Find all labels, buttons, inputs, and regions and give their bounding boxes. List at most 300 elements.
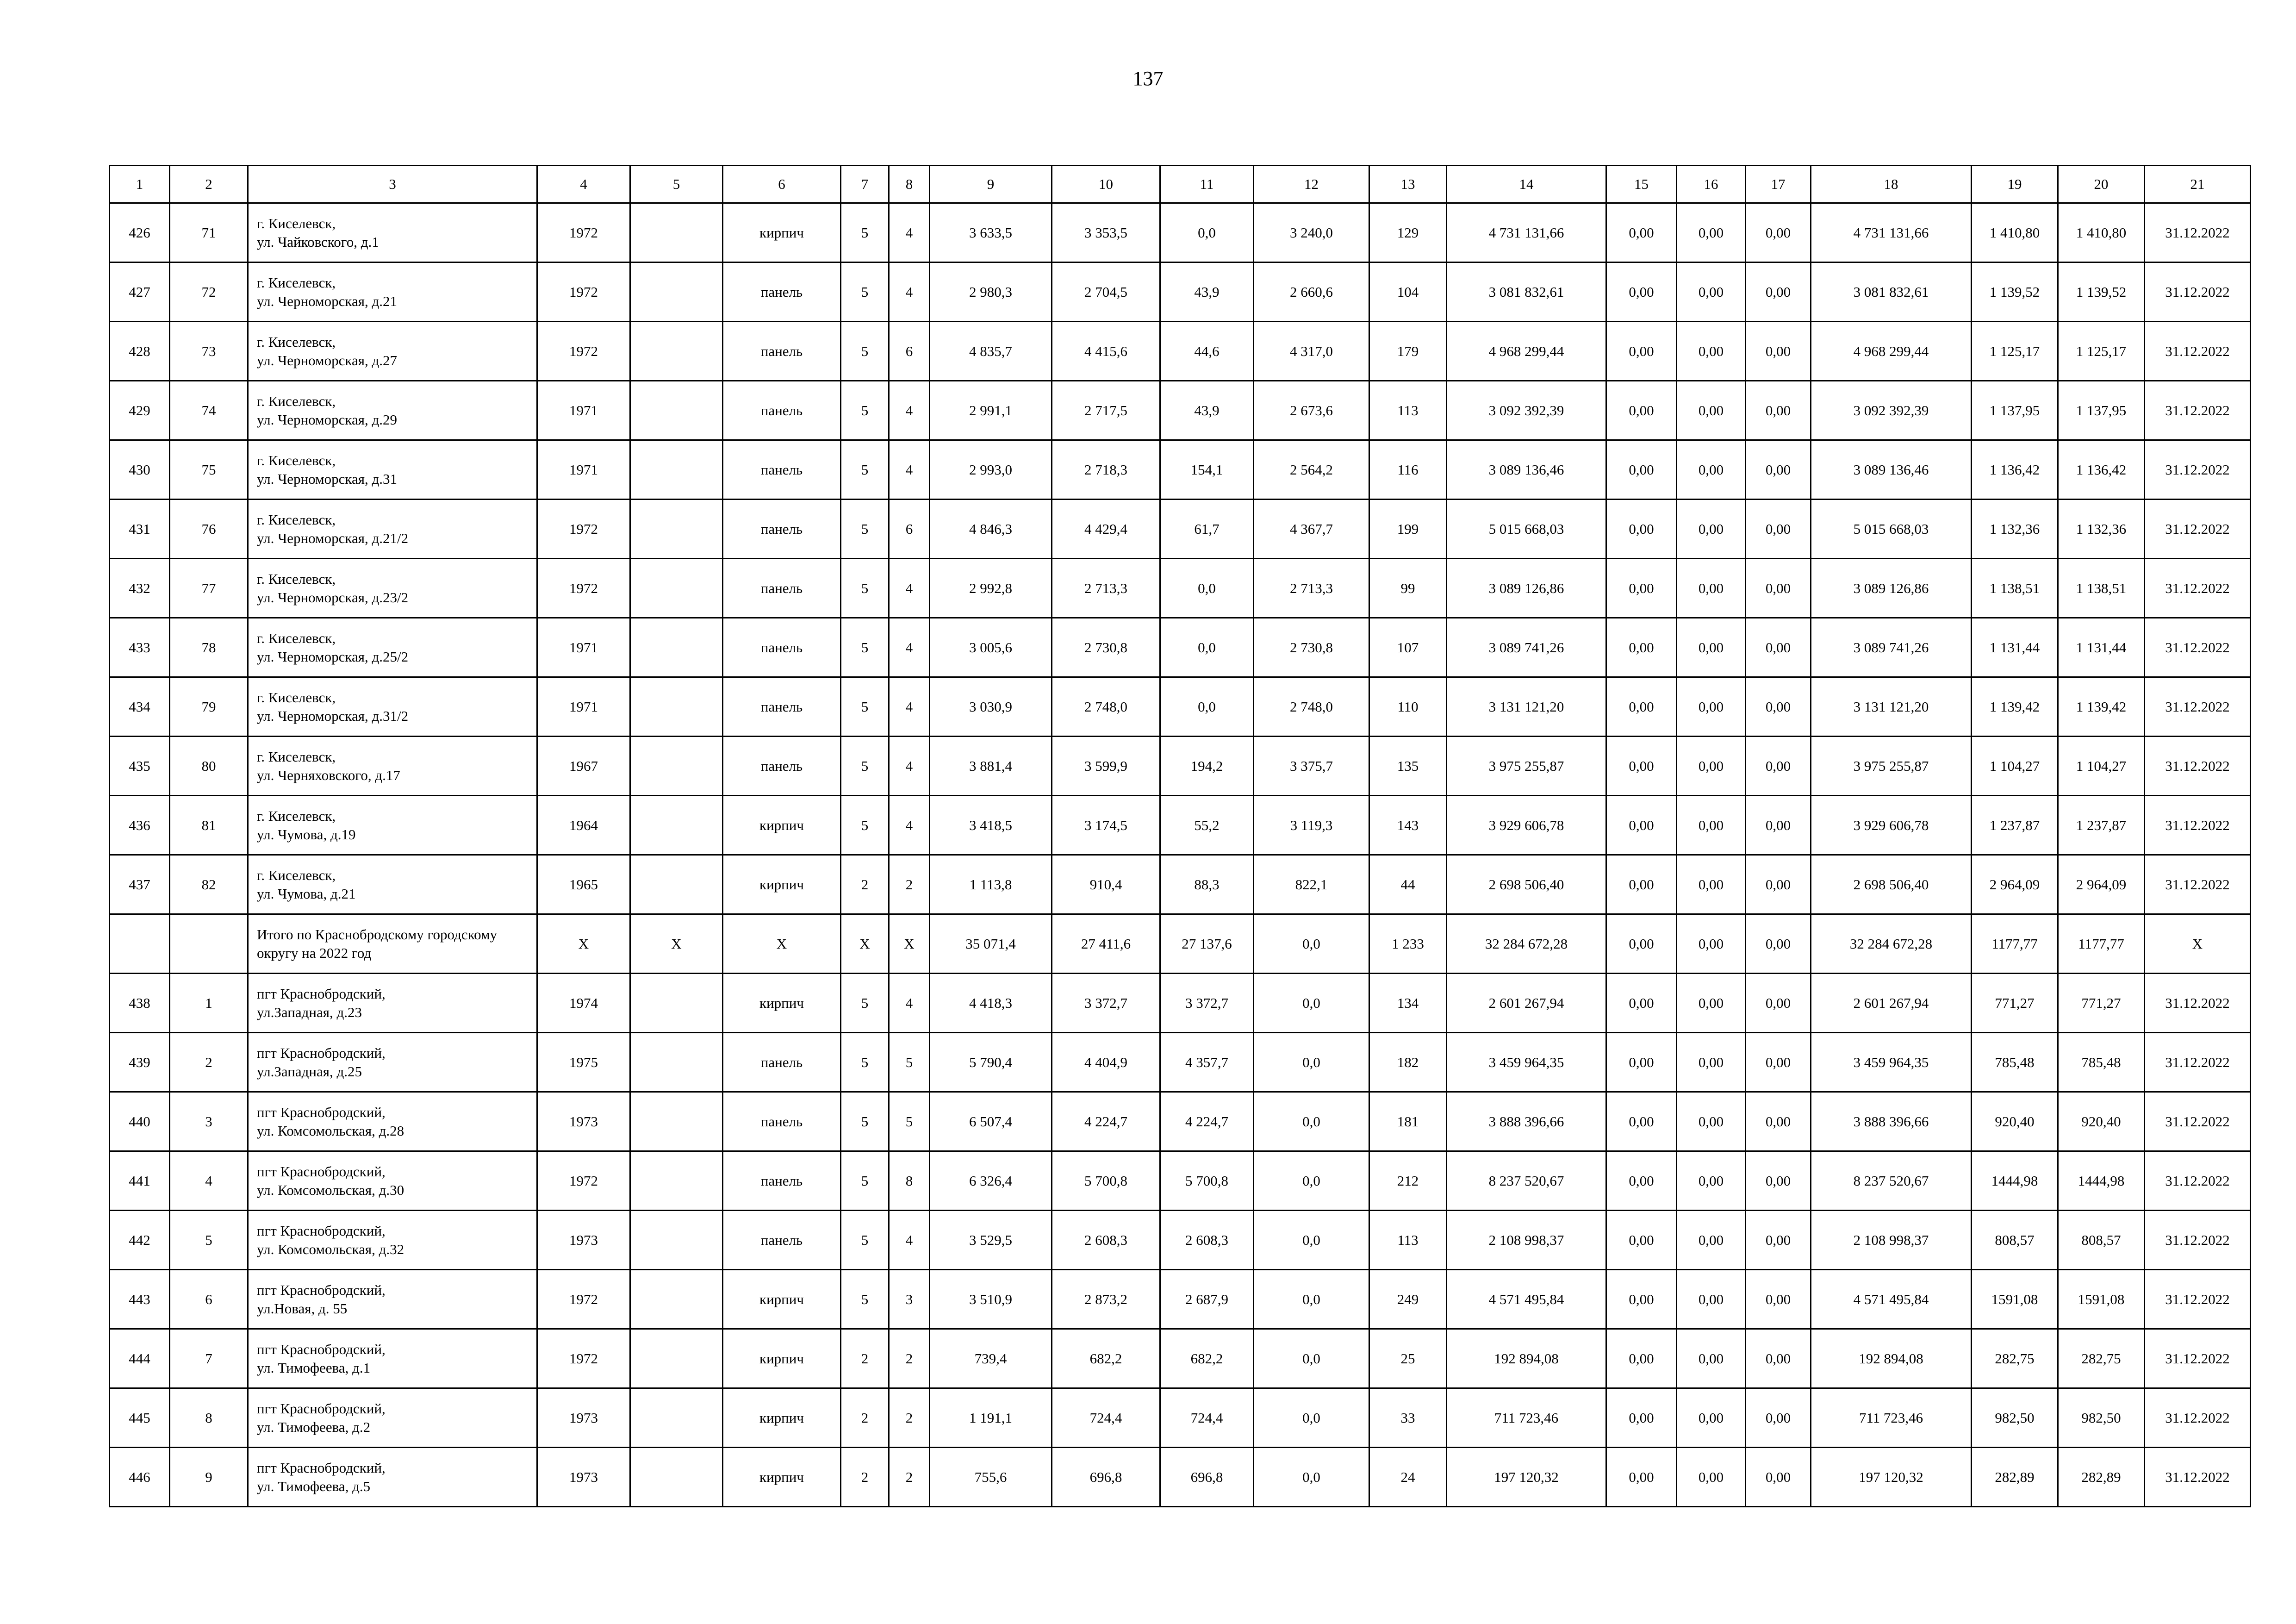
cell-col-9: 3 030,9 (930, 677, 1052, 737)
cell-col-9: 4 418,3 (930, 974, 1052, 1033)
cell-col-15: 0,00 (1606, 737, 1677, 796)
cell-col-11: 0,0 (1160, 559, 1254, 618)
cell-col-13: 135 (1369, 737, 1447, 796)
cell-col-11: 0,0 (1160, 618, 1254, 677)
cell-col-8: 5 (889, 1033, 930, 1092)
cell-col-7: Х (841, 914, 889, 974)
cell-col-6: панель (723, 322, 841, 381)
address-cell (248, 1211, 537, 1270)
address-line: ул.Западная, д.25 (257, 1063, 362, 1080)
address-cell (248, 1270, 537, 1329)
table-row (110, 1388, 2251, 1448)
cell-col-10: 4 224,7 (1052, 1092, 1160, 1151)
cell-col-13: 249 (1369, 1270, 1447, 1329)
cell-col-18: 3 888 396,66 (1811, 1092, 1972, 1151)
address-line: ул. Тимофеева, д.2 (257, 1418, 371, 1435)
cell-col-12: 2 713,3 (1254, 559, 1369, 618)
cell-col-18: 3 131 121,20 (1811, 677, 1972, 737)
address-line: пгт Краснобродский, (257, 1104, 386, 1120)
address-cell (248, 737, 537, 796)
cell-col-21: 31.12.2022 (2145, 737, 2251, 796)
cell-col-17: 0,00 (1746, 322, 1811, 381)
cell-col-6: кирпич (723, 1270, 841, 1329)
cell-col-6: панель (723, 559, 841, 618)
cell-col-9: 3 005,6 (930, 618, 1052, 677)
cell-col-21: 31.12.2022 (2145, 203, 2251, 262)
address-cell (248, 500, 537, 559)
address-cell (248, 262, 537, 322)
address-line: ул. Черноморская, д.29 (257, 411, 398, 428)
cell-col-17: 0,00 (1746, 796, 1811, 855)
cell-col-12: 0,0 (1254, 1388, 1369, 1448)
address-line: ул. Черноморская, д.27 (257, 352, 398, 369)
cell-col-18: 197 120,32 (1811, 1448, 1972, 1507)
cell-col-21: 31.12.2022 (2145, 322, 2251, 381)
cell-col-12: 0,0 (1254, 1092, 1369, 1151)
column-number-16: 16 (1677, 166, 1746, 203)
cell-col-10: 2 704,5 (1052, 262, 1160, 322)
cell-col-9: 2 992,8 (930, 559, 1052, 618)
cell-col-17: 0,00 (1746, 262, 1811, 322)
address-line: пгт Краснобродский, (257, 1341, 386, 1357)
column-number-11: 11 (1160, 166, 1254, 203)
cell-col-12: 2 730,8 (1254, 618, 1369, 677)
cell-col-4: 1971 (537, 440, 630, 500)
cell-col-6: панель (723, 1033, 841, 1092)
cell-col-2: 73 (170, 322, 248, 381)
cell-col-12: 0,0 (1254, 1448, 1369, 1507)
cell-col-10: 2 713,3 (1052, 559, 1160, 618)
cell-col-21: 31.12.2022 (2145, 440, 2251, 500)
cell-col-9: 4 835,7 (930, 322, 1052, 381)
cell-col-16: 0,00 (1677, 974, 1746, 1033)
cell-col-11: 0,0 (1160, 677, 1254, 737)
cell-col-16: 0,00 (1677, 1388, 1746, 1448)
cell-col-16: 0,00 (1677, 262, 1746, 322)
cell-col-21: 31.12.2022 (2145, 677, 2251, 737)
cell-col-2: 4 (170, 1151, 248, 1211)
cell-col-18: 3 089 741,26 (1811, 618, 1972, 677)
cell-col-7: 5 (841, 1092, 889, 1151)
cell-col-16: 0,00 (1677, 855, 1746, 914)
cell-col-1 (110, 914, 170, 974)
table-row (110, 737, 2251, 796)
cell-col-14: 3 089 741,26 (1447, 618, 1606, 677)
cell-col-13: 113 (1369, 1211, 1447, 1270)
cell-col-20: 1 136,42 (2058, 440, 2145, 500)
cell-col-21: 31.12.2022 (2145, 1033, 2251, 1092)
cell-col-14: 3 089 136,46 (1447, 440, 1606, 500)
cell-col-15: 0,00 (1606, 1329, 1677, 1388)
cell-col-14: 3 131 121,20 (1447, 677, 1606, 737)
cell-col-5 (630, 1092, 723, 1151)
column-number-14: 14 (1447, 166, 1606, 203)
cell-col-16: 0,00 (1677, 500, 1746, 559)
column-number-10: 10 (1052, 166, 1160, 203)
cell-col-10: 2 717,5 (1052, 381, 1160, 440)
cell-col-14: 3 092 392,39 (1447, 381, 1606, 440)
address-line: г. Киселевск, (257, 689, 336, 706)
cell-col-15: 0,00 (1606, 1448, 1677, 1507)
cell-col-14: 711 723,46 (1447, 1388, 1606, 1448)
cell-col-2: 76 (170, 500, 248, 559)
cell-col-14: 2 108 998,37 (1447, 1211, 1606, 1270)
column-number-19: 19 (1972, 166, 2058, 203)
address-line: г. Киселевск, (257, 452, 336, 468)
cell-col-7: 5 (841, 1211, 889, 1270)
cell-col-2: 74 (170, 381, 248, 440)
cell-col-6: панель (723, 500, 841, 559)
cell-col-4: 1973 (537, 1448, 630, 1507)
cell-col-2: 79 (170, 677, 248, 737)
table-row (110, 381, 2251, 440)
table-row (110, 322, 2251, 381)
address-line: г. Киселевск, (257, 570, 336, 587)
cell-col-5 (630, 500, 723, 559)
cell-col-8: 5 (889, 1092, 930, 1151)
cell-col-12: 0,0 (1254, 1033, 1369, 1092)
cell-col-12: 0,0 (1254, 974, 1369, 1033)
cell-col-9: 6 326,4 (930, 1151, 1052, 1211)
cell-col-20: 1 138,51 (2058, 559, 2145, 618)
address-cell (248, 677, 537, 737)
cell-col-15: 0,00 (1606, 500, 1677, 559)
cell-col-13: 179 (1369, 322, 1447, 381)
cell-col-13: 143 (1369, 796, 1447, 855)
cell-col-6: кирпич (723, 796, 841, 855)
address-cell (248, 1329, 537, 1388)
cell-col-18: 3 089 136,46 (1811, 440, 1972, 500)
cell-col-6: панель (723, 1211, 841, 1270)
cell-col-5 (630, 855, 723, 914)
cell-col-12: 3 240,0 (1254, 203, 1369, 262)
cell-col-5 (630, 974, 723, 1033)
column-number-15: 15 (1606, 166, 1677, 203)
cell-col-10: 910,4 (1052, 855, 1160, 914)
address-line: г. Киселевск, (257, 333, 336, 350)
cell-col-11: 696,8 (1160, 1448, 1254, 1507)
cell-col-17: 0,00 (1746, 737, 1811, 796)
cell-col-1: 429 (110, 381, 170, 440)
address-cell (248, 855, 537, 914)
subtotal-row (110, 914, 2251, 974)
cell-col-10: 696,8 (1052, 1448, 1160, 1507)
cell-col-20: 1 139,52 (2058, 262, 2145, 322)
cell-col-7: 5 (841, 974, 889, 1033)
address-line: г. Киселевск, (257, 867, 336, 883)
cell-col-10: 2 873,2 (1052, 1270, 1160, 1329)
cell-col-10: 5 700,8 (1052, 1151, 1160, 1211)
cell-col-6: панель (723, 677, 841, 737)
cell-col-18: 192 894,08 (1811, 1329, 1972, 1388)
table-row (110, 440, 2251, 500)
cell-col-12: 0,0 (1254, 1329, 1369, 1388)
cell-col-13: 134 (1369, 974, 1447, 1033)
cell-col-4: 1972 (537, 1329, 630, 1388)
cell-col-8: 4 (889, 203, 930, 262)
cell-col-10: 2 718,3 (1052, 440, 1160, 500)
column-number-9: 9 (930, 166, 1052, 203)
cell-col-1: 430 (110, 440, 170, 500)
cell-col-21: 31.12.2022 (2145, 855, 2251, 914)
cell-col-14: 3 459 964,35 (1447, 1033, 1606, 1092)
cell-col-13: 116 (1369, 440, 1447, 500)
cell-col-2: 78 (170, 618, 248, 677)
cell-col-18: 4 571 495,84 (1811, 1270, 1972, 1329)
cell-col-11: 44,6 (1160, 322, 1254, 381)
cell-col-7: 2 (841, 1448, 889, 1507)
cell-col-19: 1 125,17 (1972, 322, 2058, 381)
cell-col-20: 1 125,17 (2058, 322, 2145, 381)
cell-col-8: 8 (889, 1151, 930, 1211)
cell-col-6: кирпич (723, 1329, 841, 1388)
address-cell (248, 322, 537, 381)
address-cell (248, 618, 537, 677)
cell-col-19: 808,57 (1972, 1211, 2058, 1270)
cell-col-7: 5 (841, 1033, 889, 1092)
cell-col-4: 1972 (537, 262, 630, 322)
cell-col-15: 0,00 (1606, 1211, 1677, 1270)
cell-col-15: 0,00 (1606, 322, 1677, 381)
cell-col-20: 785,48 (2058, 1033, 2145, 1092)
cell-col-1: 440 (110, 1092, 170, 1151)
cell-col-2: 2 (170, 1033, 248, 1092)
table-row (110, 1033, 2251, 1092)
cell-col-21: 31.12.2022 (2145, 1448, 2251, 1507)
cell-col-5 (630, 1448, 723, 1507)
cell-col-10: 2 730,8 (1052, 618, 1160, 677)
cell-col-14: 3 975 255,87 (1447, 737, 1606, 796)
cell-col-4: 1965 (537, 855, 630, 914)
cell-col-7: 5 (841, 677, 889, 737)
cell-col-19: 1 410,80 (1972, 203, 2058, 262)
cell-col-13: 107 (1369, 618, 1447, 677)
table-row (110, 855, 2251, 914)
cell-col-8: 6 (889, 500, 930, 559)
cell-col-19: 282,75 (1972, 1329, 2058, 1388)
cell-col-14: 4 968 299,44 (1447, 322, 1606, 381)
cell-col-19: 1 237,87 (1972, 796, 2058, 855)
cell-col-1: 443 (110, 1270, 170, 1329)
cell-col-9: 4 846,3 (930, 500, 1052, 559)
cell-col-4: 1964 (537, 796, 630, 855)
cell-col-14: 3 081 832,61 (1447, 262, 1606, 322)
address-line: Итого по Краснобродскому городскому (257, 926, 498, 943)
cell-col-16: 0,00 (1677, 914, 1746, 974)
cell-col-11: 194,2 (1160, 737, 1254, 796)
cell-col-10: 682,2 (1052, 1329, 1160, 1388)
cell-col-13: 212 (1369, 1151, 1447, 1211)
cell-col-1: 445 (110, 1388, 170, 1448)
table-row (110, 974, 2251, 1033)
cell-col-19: 1 104,27 (1972, 737, 2058, 796)
cell-col-5 (630, 618, 723, 677)
cell-col-19: 282,89 (1972, 1448, 2058, 1507)
address-line: ул. Черноморская, д.25/2 (257, 648, 409, 665)
cell-col-10: 3 174,5 (1052, 796, 1160, 855)
cell-col-17: 0,00 (1746, 974, 1811, 1033)
cell-col-18: 4 968 299,44 (1811, 322, 1972, 381)
cell-col-12: 3 375,7 (1254, 737, 1369, 796)
cell-col-13: 110 (1369, 677, 1447, 737)
cell-col-21: 31.12.2022 (2145, 1270, 2251, 1329)
address-cell (248, 1388, 537, 1448)
cell-col-7: 5 (841, 322, 889, 381)
cell-col-1: 435 (110, 737, 170, 796)
cell-col-11: 27 137,6 (1160, 914, 1254, 974)
cell-col-19: 1444,98 (1972, 1151, 2058, 1211)
address-line: ул.Новая, д. 55 (257, 1300, 348, 1317)
cell-col-6: Х (723, 914, 841, 974)
column-number-4: 4 (537, 166, 630, 203)
cell-col-7: 5 (841, 500, 889, 559)
column-number-2: 2 (170, 166, 248, 203)
cell-col-7: 5 (841, 737, 889, 796)
cell-col-9: 2 993,0 (930, 440, 1052, 500)
cell-col-9: 6 507,4 (930, 1092, 1052, 1151)
address-cell (248, 440, 537, 500)
cell-col-19: 785,48 (1972, 1033, 2058, 1092)
cell-col-4: Х (537, 914, 630, 974)
address-cell (248, 1151, 537, 1211)
cell-col-20: 1444,98 (2058, 1151, 2145, 1211)
cell-col-20: 808,57 (2058, 1211, 2145, 1270)
cell-col-12: 0,0 (1254, 1211, 1369, 1270)
address-cell (248, 559, 537, 618)
cell-col-11: 88,3 (1160, 855, 1254, 914)
cell-col-4: 1972 (537, 322, 630, 381)
cell-col-17: 0,00 (1746, 855, 1811, 914)
cell-col-5 (630, 1329, 723, 1388)
cell-col-15: 0,00 (1606, 855, 1677, 914)
cell-col-10: 3 599,9 (1052, 737, 1160, 796)
cell-col-5 (630, 1388, 723, 1448)
cell-col-6: кирпич (723, 855, 841, 914)
cell-col-4: 1972 (537, 1151, 630, 1211)
cell-col-4: 1972 (537, 559, 630, 618)
cell-col-15: 0,00 (1606, 1388, 1677, 1448)
cell-col-2: 72 (170, 262, 248, 322)
cell-col-2: 82 (170, 855, 248, 914)
cell-col-18: 32 284 672,28 (1811, 914, 1972, 974)
cell-col-4: 1972 (537, 1270, 630, 1329)
cell-col-1: 432 (110, 559, 170, 618)
cell-col-7: 5 (841, 1151, 889, 1211)
address-line: пгт Краснобродский, (257, 1459, 386, 1476)
cell-col-18: 5 015 668,03 (1811, 500, 1972, 559)
cell-col-16: 0,00 (1677, 559, 1746, 618)
cell-col-13: 44 (1369, 855, 1447, 914)
column-number-17: 17 (1746, 166, 1811, 203)
cell-col-4: 1974 (537, 974, 630, 1033)
cell-col-15: 0,00 (1606, 796, 1677, 855)
cell-col-13: 33 (1369, 1388, 1447, 1448)
cell-col-11: 154,1 (1160, 440, 1254, 500)
cell-col-9: 739,4 (930, 1329, 1052, 1388)
cell-col-4: 1971 (537, 677, 630, 737)
table-row (110, 203, 2251, 262)
cell-col-8: 2 (889, 1329, 930, 1388)
cell-col-11: 3 372,7 (1160, 974, 1254, 1033)
cell-col-15: 0,00 (1606, 618, 1677, 677)
cell-col-16: 0,00 (1677, 618, 1746, 677)
table-row (110, 262, 2251, 322)
cell-col-6: панель (723, 262, 841, 322)
cell-col-14: 2 698 506,40 (1447, 855, 1606, 914)
cell-col-8: 2 (889, 1448, 930, 1507)
address-line: г. Киселевск, (257, 511, 336, 528)
cell-col-10: 4 415,6 (1052, 322, 1160, 381)
housing-table (109, 165, 2251, 1507)
cell-col-8: 4 (889, 618, 930, 677)
cell-col-11: 43,9 (1160, 381, 1254, 440)
cell-col-1: 431 (110, 500, 170, 559)
address-line: пгт Краснобродский, (257, 1222, 386, 1239)
cell-col-11: 2 608,3 (1160, 1211, 1254, 1270)
cell-col-7: 2 (841, 855, 889, 914)
cell-col-1: 444 (110, 1329, 170, 1388)
address-line: г. Киселевск, (257, 393, 336, 409)
cell-col-1: 442 (110, 1211, 170, 1270)
cell-col-16: 0,00 (1677, 737, 1746, 796)
address-line: пгт Краснобродский, (257, 1281, 386, 1298)
cell-col-19: 1 137,95 (1972, 381, 2058, 440)
cell-col-1: 439 (110, 1033, 170, 1092)
cell-col-1: 437 (110, 855, 170, 914)
cell-col-21: 31.12.2022 (2145, 500, 2251, 559)
cell-col-21: 31.12.2022 (2145, 1151, 2251, 1211)
cell-col-14: 3 089 126,86 (1447, 559, 1606, 618)
cell-col-1: 434 (110, 677, 170, 737)
address-line: г. Киселевск, (257, 807, 336, 824)
cell-col-14: 3 888 396,66 (1447, 1092, 1606, 1151)
address-cell (248, 1448, 537, 1507)
cell-col-19: 1 136,42 (1972, 440, 2058, 500)
cell-col-17: 0,00 (1746, 677, 1811, 737)
cell-col-13: 181 (1369, 1092, 1447, 1151)
cell-col-5 (630, 737, 723, 796)
cell-col-16: 0,00 (1677, 440, 1746, 500)
cell-col-19: 2 964,09 (1972, 855, 2058, 914)
cell-col-18: 711 723,46 (1811, 1388, 1972, 1448)
address-line: ул.Западная, д.23 (257, 1004, 362, 1020)
cell-col-19: 1 139,42 (1972, 677, 2058, 737)
cell-col-16: 0,00 (1677, 1211, 1746, 1270)
cell-col-15: 0,00 (1606, 262, 1677, 322)
cell-col-20: 1 139,42 (2058, 677, 2145, 737)
address-line: г. Киселевск, (257, 748, 336, 765)
cell-col-8: 4 (889, 559, 930, 618)
cell-col-19: 1 131,44 (1972, 618, 2058, 677)
address-cell (248, 1033, 537, 1092)
address-line: ул. Чайковского, д.1 (257, 233, 379, 250)
cell-col-2: 7 (170, 1329, 248, 1388)
address-line: ул. Комсомольская, д.30 (257, 1181, 404, 1198)
cell-col-2: 71 (170, 203, 248, 262)
cell-col-2: 8 (170, 1388, 248, 1448)
column-number-3: 3 (248, 166, 537, 203)
cell-col-1: 433 (110, 618, 170, 677)
cell-col-15: 0,00 (1606, 914, 1677, 974)
column-number-21: 21 (2145, 166, 2251, 203)
cell-col-20: 2 964,09 (2058, 855, 2145, 914)
cell-col-15: 0,00 (1606, 1151, 1677, 1211)
address-line: пгт Краснобродский, (257, 985, 386, 1002)
cell-col-1: 446 (110, 1448, 170, 1507)
cell-col-20: 282,89 (2058, 1448, 2145, 1507)
address-cell (248, 796, 537, 855)
cell-col-19: 771,27 (1972, 974, 2058, 1033)
